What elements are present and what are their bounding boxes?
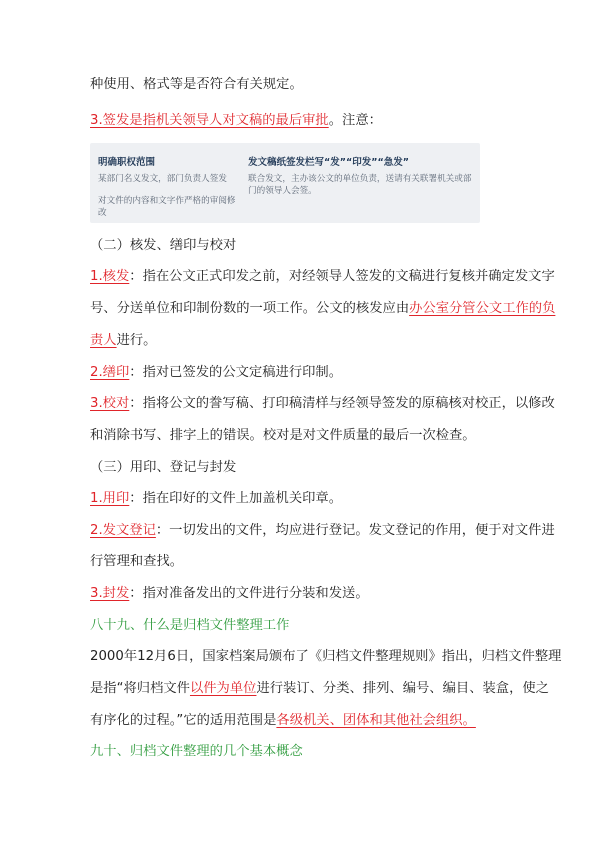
term-jiaodui: 3.校对 bbox=[90, 396, 130, 411]
text-line: 2000年12月6日，国家档案局颁布了《归档文件整理规则》指出，归档文件整理 bbox=[90, 649, 562, 664]
note-col1-line: 某部门名义发文，部门负责人签发 bbox=[98, 174, 227, 184]
text-line: 种使用、格式等是否符合有关规定。 bbox=[90, 77, 303, 92]
text-line: 责人进行。 bbox=[90, 333, 157, 348]
note-col2-line: 门的领导人会签。 bbox=[248, 186, 317, 196]
note-col2-header: 发文稿纸签发栏写“发”“印发”“急发” bbox=[248, 157, 409, 168]
text-line: 行管理和查找。 bbox=[90, 554, 184, 569]
shanyin-paragraph: 2.缮印：指对已签发的公文定稿进行印制。 bbox=[90, 365, 343, 380]
section-heading-89: 八十九、什么是归档文件整理工作 bbox=[90, 618, 290, 633]
term-fengfa: 3.封发 bbox=[90, 586, 130, 601]
note-col1-header: 明确职权范围 bbox=[98, 157, 156, 168]
term-dengji: 2.发文登记 bbox=[90, 523, 156, 538]
fengfa-paragraph: 3.封发：指对准备发出的文件进行分装和发送。 bbox=[90, 586, 369, 601]
term-shanyin: 2.缮印 bbox=[90, 365, 130, 380]
text-line: 是指“将归档文件以件为单位进行装订、分类、排列、编号、编目、装盒，使之 bbox=[90, 681, 549, 696]
term-yongyin: 1.用印 bbox=[90, 491, 130, 506]
hefa-paragraph: 1.核发：指在公文正式印发之前，对经领导人签发的文稿进行复核并确定发文字 bbox=[90, 269, 555, 284]
highlight-text: 办公室分管公文工作的负 bbox=[409, 301, 556, 316]
dengji-paragraph: 2.发文登记：一切发出的文件，均应进行登记。发文登记的作用，便于对文件进 bbox=[90, 523, 555, 538]
note-col2-line: 联合发文，主办该公文的单位负责，送请有关联署机关或部 bbox=[248, 174, 472, 184]
note-box bbox=[90, 143, 480, 223]
text-line: 号、分送单位和印制份数的一项工作。公文的核发应由办公室分管公文工作的负 bbox=[90, 301, 556, 316]
yongyin-paragraph: 1.用印：指在印好的文件上加盖机关印章。 bbox=[90, 491, 343, 506]
sign-paragraph: 3.签发是指机关领导人对文稿的最后审批。注意： bbox=[90, 113, 382, 128]
note-col1-line: 对文件的内容和文字作严格的审阅修 bbox=[98, 196, 236, 206]
text-line: 和消除书写、排字上的错误。校对是对文件质量的最后一次检查。 bbox=[90, 428, 476, 443]
note-col1-line: 改 bbox=[98, 208, 107, 218]
section-heading: （三）用印、登记与封发 bbox=[90, 460, 237, 475]
highlight-text: 各级机关、团体和其他社会组织。 bbox=[276, 713, 476, 728]
jiaodui-paragraph: 3.校对：指将公文的誊写稿、打印稿清样与经领导签发的原稿核对校正，以修改 bbox=[90, 396, 555, 411]
highlight-text: 责人 bbox=[90, 333, 117, 348]
section-heading-90: 九十、归档文件整理的几个基本概念 bbox=[90, 744, 303, 759]
text-line: 有序化的过程。”它的适用范围是各级机关、团体和其他社会组织。 bbox=[90, 713, 476, 728]
section-heading: （二）核发、缮印与校对 bbox=[90, 238, 237, 253]
highlight-text: 以件为单位 bbox=[189, 681, 257, 696]
term-hefa: 1.核发 bbox=[90, 269, 130, 284]
sign-definition: 3.签发是指机关领导人对文稿的最后审批 bbox=[90, 113, 329, 128]
